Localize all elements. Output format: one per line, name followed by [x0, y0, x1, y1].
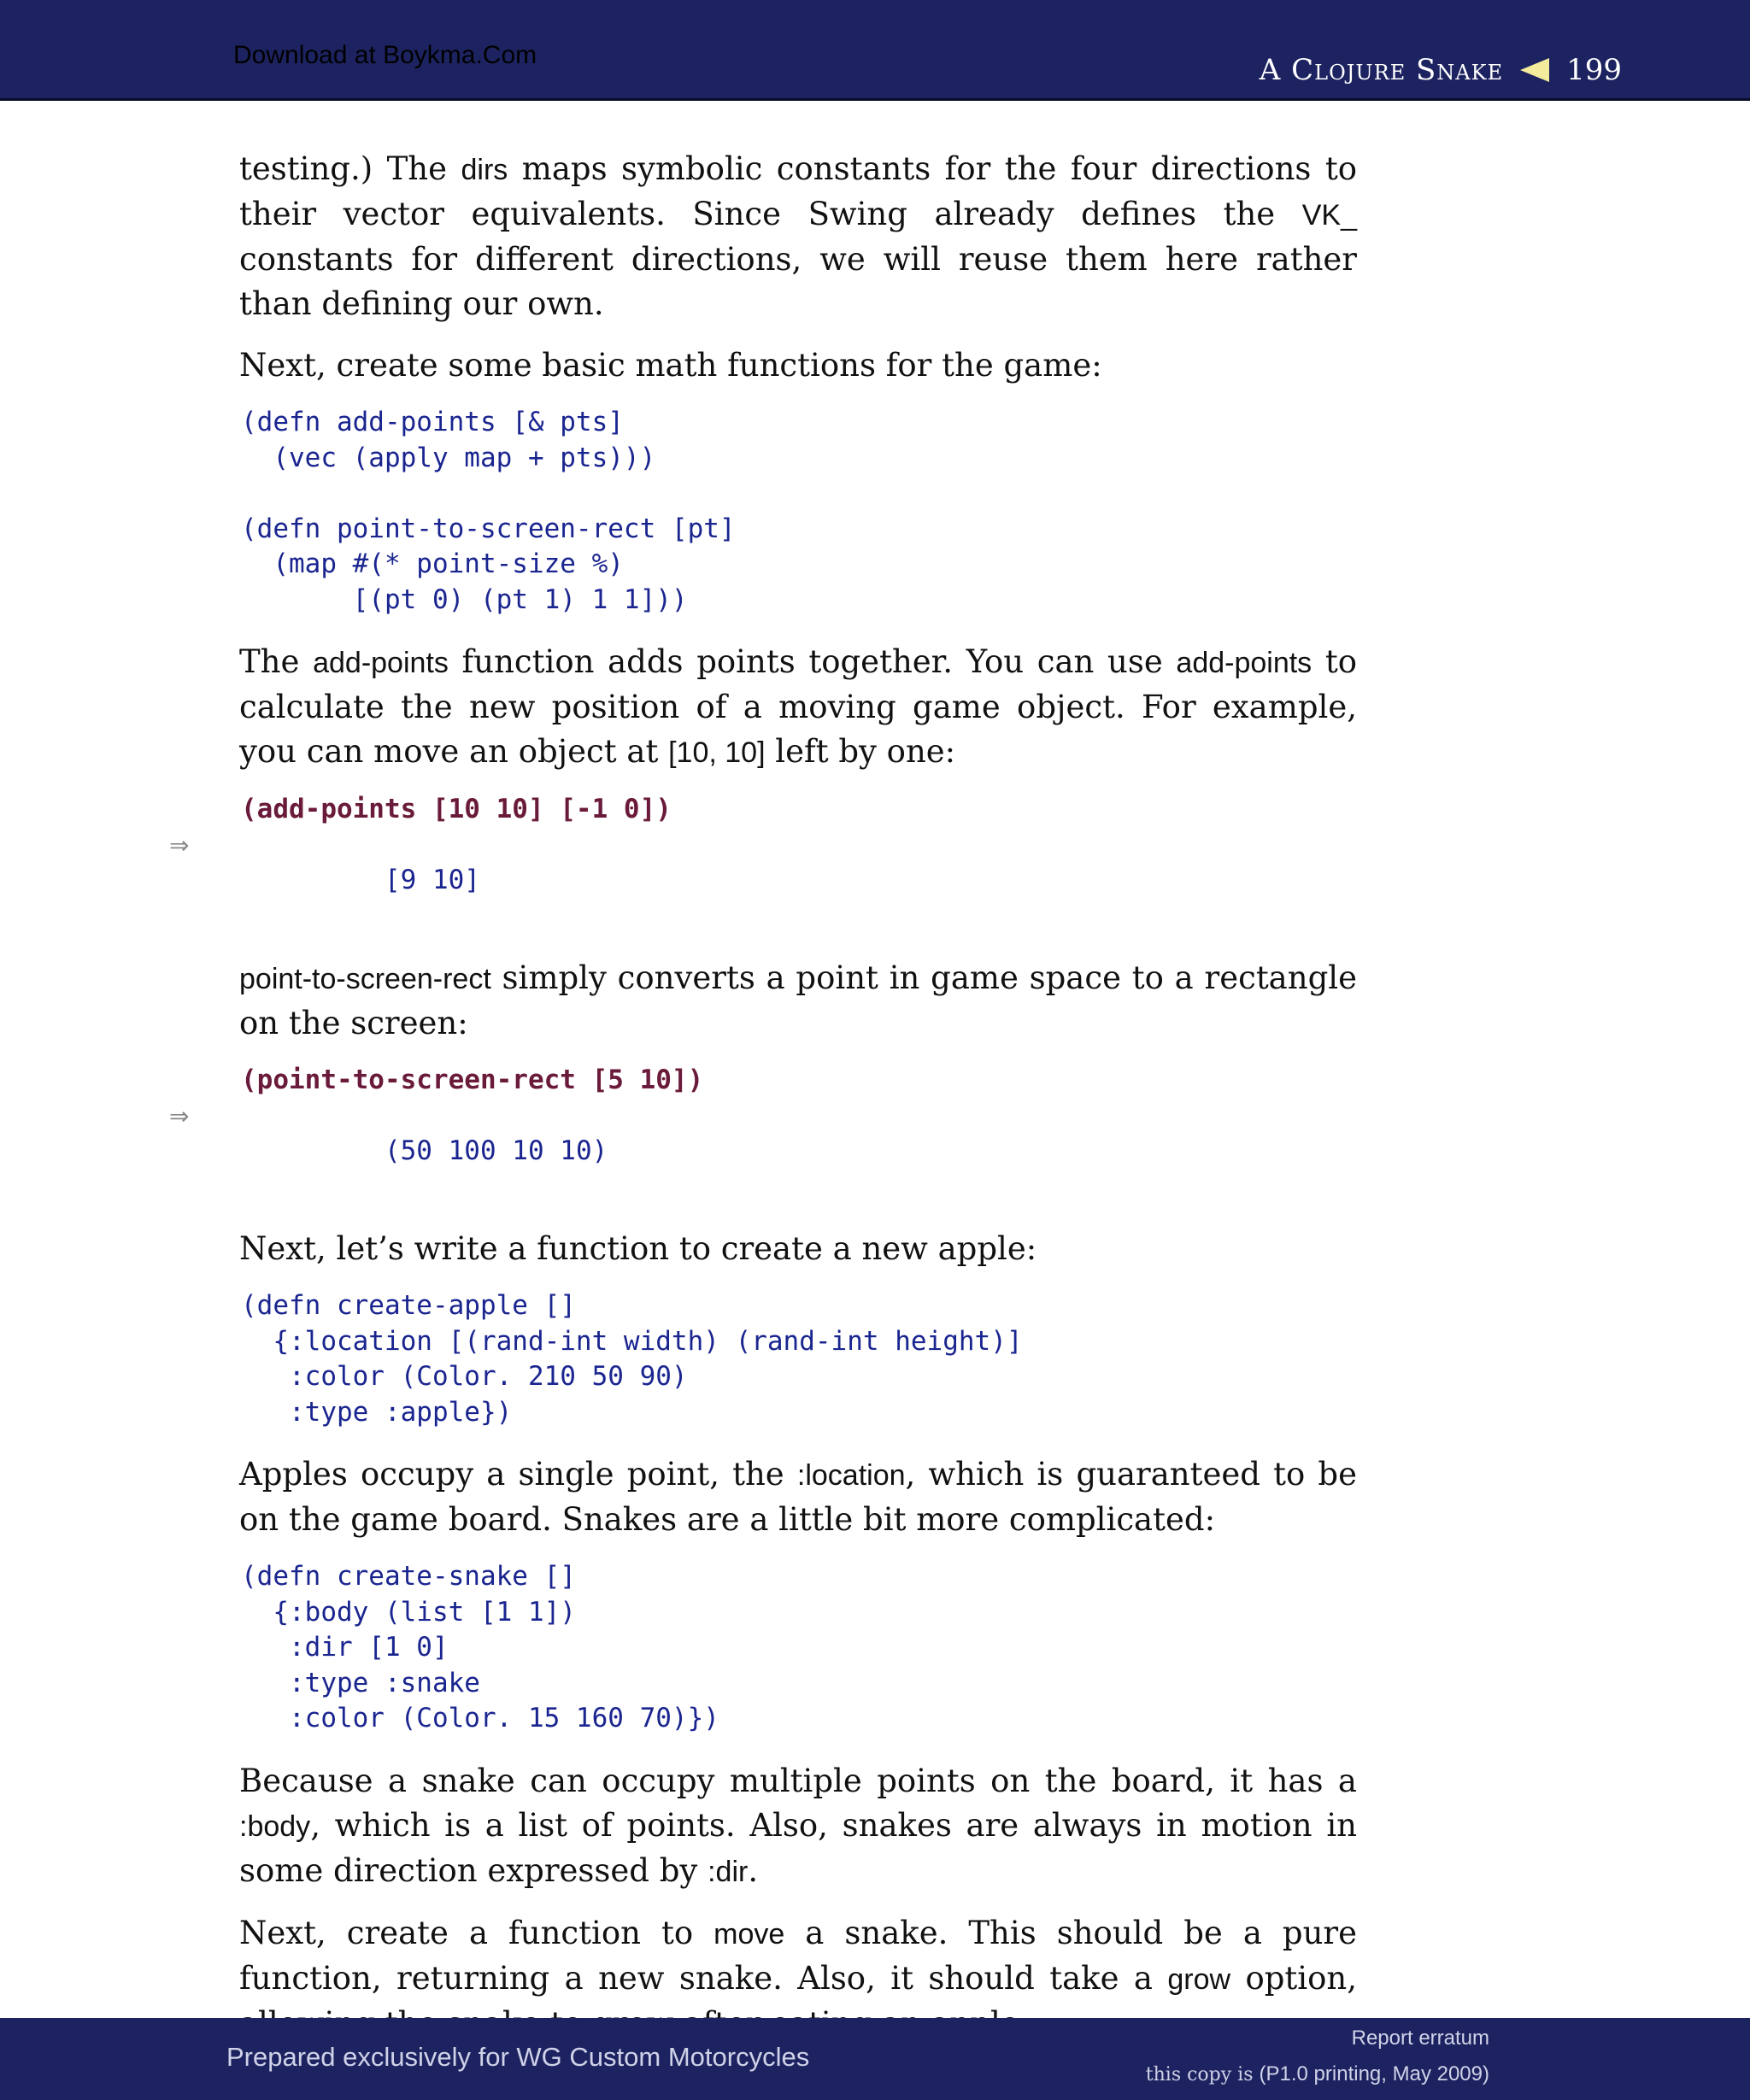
text-run: Because a snake can occupy multiple points on the board, it has a: [239, 1762, 1357, 1799]
inline-code: :dir: [708, 1855, 749, 1888]
repl-example-add-points: [169, 792, 1357, 934]
repl-input: (add-points [10 10] [-1 0]): [241, 794, 672, 824]
text-run: testing.) The: [239, 150, 461, 187]
text-run: maps symbolic constants for the four directions to their vector equivalents. Since Swing already defines the: [239, 150, 1357, 232]
download-watermark: Download at Boykma.Com: [233, 41, 537, 69]
text-run: to calculate the new position of a moving game object. For example, you can move an object at: [239, 643, 1358, 770]
page-header: [0, 0, 1750, 101]
inline-code: add-points: [1176, 647, 1312, 679]
text-run: simply converts a point in game space to a rectangle on the screen:: [239, 959, 1357, 1041]
inline-code: add-points: [313, 647, 449, 679]
inline-code: :body: [239, 1810, 311, 1843]
text-run: a snake. This should be a pure function, returning a new snake. Also, it should take a: [239, 1914, 1358, 1997]
paragraph-dirs: [239, 147, 1357, 326]
inline-code: [10, 10]: [668, 736, 766, 769]
text-run: constants for different directions, we will reuse them here rather than defining our own.: [239, 241, 1357, 322]
repl-example-screen-rect: [169, 1063, 1357, 1205]
code-block-create-snake: (defn create-snake [] {:body (list [1 1]) :dir [1 0] :type :snake :color (Color. 15 160 70)}): [241, 1561, 719, 1733]
repl-output: [169, 1099, 1357, 1205]
page-content: [169, 147, 1358, 2063]
text-run: option,: [1245, 1959, 1358, 1997]
copy-printing-detail: (P1.0 printing, May 2009): [1259, 2062, 1489, 2085]
text-run: .: [748, 1851, 759, 1889]
paragraph-point-to-screen-rect: [239, 956, 1357, 1046]
repl-output-value: [9 10]: [384, 865, 480, 895]
text-run: Next, create a function to: [239, 1914, 714, 1951]
repl-input: (point-to-screen-rect [5 10]): [241, 1065, 704, 1095]
inline-code: :location: [796, 1459, 906, 1492]
text-run: function adds points together. You can use: [448, 643, 1177, 680]
text-run: left by one:: [765, 733, 956, 770]
page-number: 199: [1566, 53, 1622, 87]
prepared-for-notice: Prepared exclusively for WG Custom Motorcycles: [226, 2042, 810, 2072]
page-footer: [0, 2018, 1750, 2100]
result-arrow-icon: ⇒: [169, 830, 190, 859]
text-run: , which is guaranteed to be on the game board. Snakes are a little bit more complicated:: [239, 1456, 1357, 1538]
text-run: Apples occupy a single point, the: [239, 1456, 797, 1493]
text-run: , which is a list of points. Also, snakes are always in motion in some direction expressed by: [239, 1806, 1357, 1889]
inline-code: VK_: [1301, 199, 1357, 232]
inline-code: dirs: [461, 154, 508, 186]
repl-output: [169, 828, 1357, 935]
paragraph-apples: [239, 1452, 1357, 1542]
inline-code: grow: [1167, 1962, 1231, 1996]
code-block-create-apple: (defn create-apple [] {:location [(rand-int width) (rand-int height)] :color (Color. 210 50 90) :type :apple}): [241, 1290, 1023, 1428]
code-block-math-functions: (defn add-points [& pts] (vec (apply map + pts))) (defn point-to-screen-rect [pt] (map #(* point-size %) [(pt 0) (pt 1) 1 1])): [241, 407, 736, 615]
running-head: [1260, 53, 1622, 87]
chapter-title: A Clojure Snake: [1259, 53, 1504, 87]
paragraph-snake-body: [239, 1759, 1357, 1894]
paragraph-add-points: [239, 640, 1357, 775]
paragraph-apple-intro: Next, let’s write a function to create a new apple:: [239, 1230, 1037, 1267]
previous-page-arrow-icon[interactable]: [1520, 58, 1549, 82]
result-arrow-icon: ⇒: [169, 1101, 190, 1130]
inline-code: point-to-screen-rect: [239, 963, 491, 995]
copy-prefix: this copy is: [1145, 2064, 1260, 2085]
paragraph-math-intro: Next, create some basic math functions for the game:: [239, 347, 1102, 384]
report-erratum-link[interactable]: Report erratum: [1351, 2027, 1489, 2050]
repl-output-value: (50 100 10 10): [384, 1135, 608, 1166]
text-run: The: [239, 643, 314, 680]
inline-code: move: [714, 1917, 785, 1950]
copy-info: [1146, 2062, 1489, 2086]
